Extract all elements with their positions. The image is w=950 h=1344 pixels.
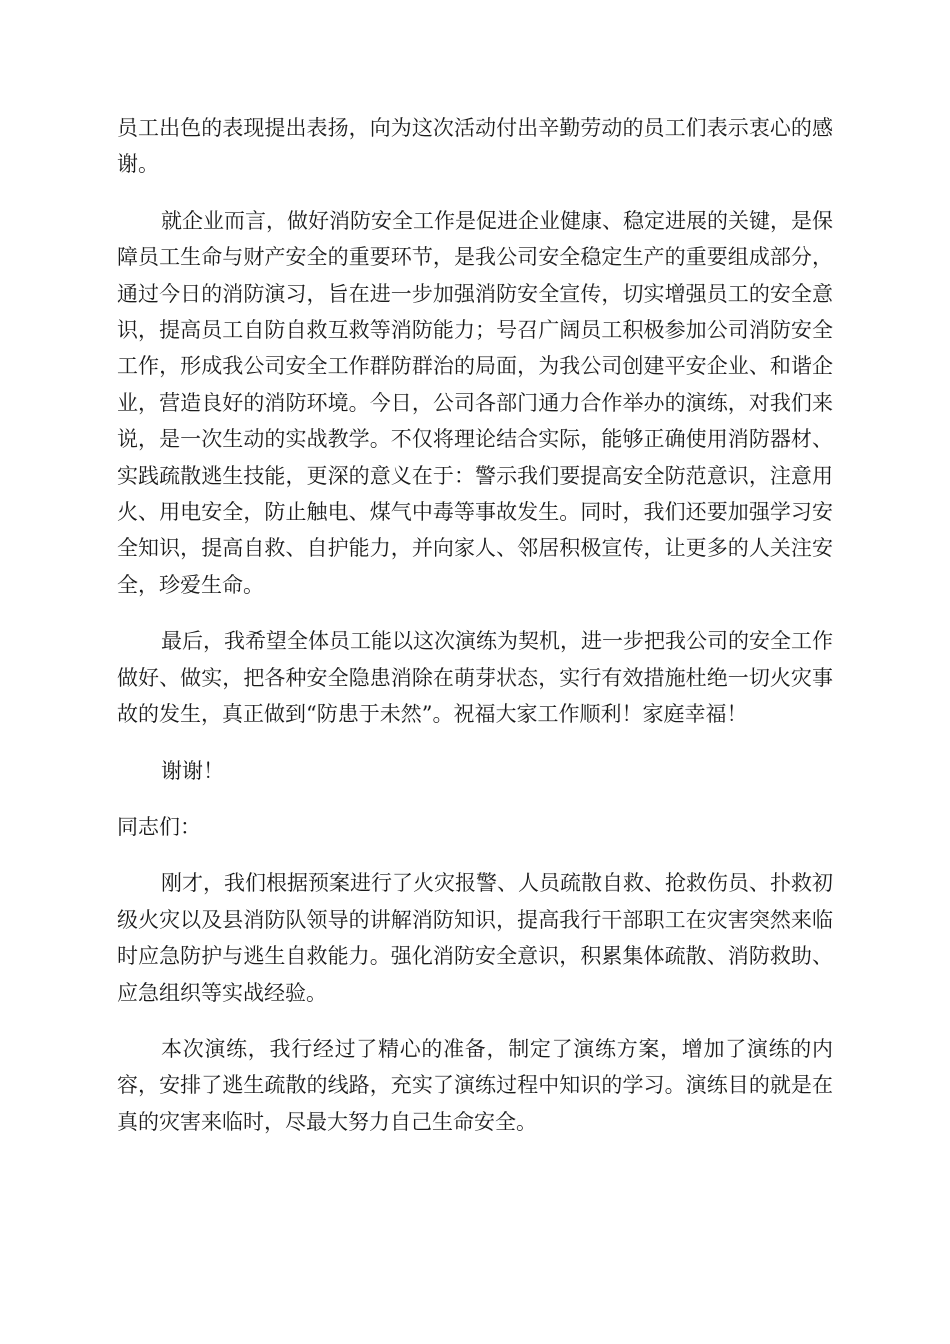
paragraph-4: 谢谢！ (161, 758, 224, 783)
paragraph-5: 同志们： (117, 814, 201, 839)
paragraph-3: 最后，我希望全体员工能以这次演练为契机，进一步把我公司的安全工作做好、做实，把各种安全隐患消除在萌芽状态，实行有效措施杜绝一切火灾事故的发生，真正做到“防患于未然”。祝福大家工作顺利！家庭幸福！ (117, 629, 833, 727)
paragraph-7: 本次演练，我行经过了精心的准备，制定了演练方案，增加了演练的内容，安排了逃生疏散的线路，充实了演练过程中知识的学习。演练目的就是在真的灾害来临时，尽最大努力自己生命安全。 (117, 1036, 833, 1134)
paragraph-6: 刚才，我们根据预案进行了火灾报警、人员疏散自救、抢救伤员、扑救初级火灾以及县消防队领导的讲解消防知识，提高我行干部职工在灾害突然来临时应急防护与逃生自救能力。强化消防安全意识，积累集体疏散、消防救助、应急组织等实战经验。 (117, 871, 833, 1005)
document-page (117, 110, 833, 1160)
paragraph-1: 员工出色的表现提出表扬，向为这次活动付出辛勤劳动的员工们表示衷心的感谢。 (117, 116, 833, 177)
paragraph-2: 就企业而言，做好消防安全工作是促进企业健康、稳定进展的关键，是保障员工生命与财产安全的重要环节，是我公司安全稳定生产的重要组成部分，通过今日的消防演习，旨在进一步加强消防安全宣传，切实增强员工的安全意识，提高员工自防自救互救等消防能力；号召广阔员工积极参加公司消防安全工作，形成我公司安全工作群防群治的局面，为我公司创建平安企业、和谐企业，营造良好的消防环境。今日，公司各部门通力合作举办的演练，对我们来说，是一次生动的实战教学。不仅将理论结合实际，能够正确使用消防器材、实践疏散逃生技能，更深的意义在于：警示我们要提高安全防范意识，注意用火、用电安全，防止触电、煤气中毒等事故发生。同时，我们还要加强学习安全知识，提高自救、自护能力，并向家人、邻居积极宣传，让更多的人关注安全，珍爱生命。 (117, 208, 833, 597)
